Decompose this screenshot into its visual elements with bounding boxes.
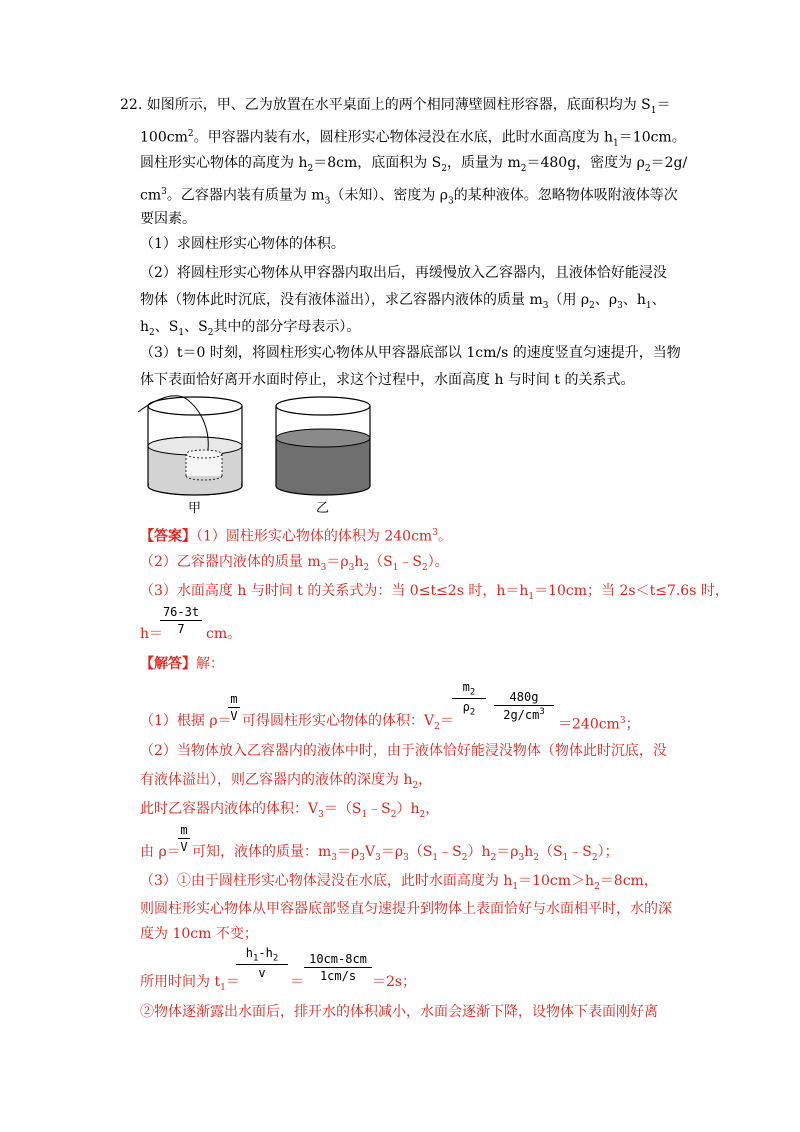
- question-part-1: （1）求圆柱形实心物体的体积。: [140, 236, 345, 252]
- solution-tag: 【解答】: [140, 656, 196, 672]
- label-yi: 乙: [316, 501, 330, 516]
- formula-10-8-over-1: 10cm-8cm 1cm/s: [304, 952, 372, 983]
- container-jia: [138, 396, 242, 495]
- question-number: 22.: [120, 97, 143, 113]
- solution-2-line-1: （2）当物体放入乙容器内的液体中时，由于液体恰好能浸没物体（物体此时沉底，没: [140, 743, 667, 759]
- container-figure: [130, 388, 390, 518]
- question-line-2: $100cm^2$。甲容器内装有水，圆柱形实心物体浸没在水底，此时水面高度为 $h_1=10cm$。: [140, 129, 686, 149]
- answer-line-3: （3）水面高度 h 与时间 t 的关系式为：当 0≤t≤2s 时，$h=h_1=10cm$；当 2s＜t≤7.6s 时，: [140, 583, 729, 602]
- solution-3-line-1: （3）①由于圆柱形实心物体浸没在水底，此时水面高度为 $h_1=10cm>h_2=8cm$，: [140, 873, 658, 892]
- solution-2-line-2: 有液体溢出），则乙容器内的液体的深度为 $h_2$，: [140, 772, 433, 791]
- solid-cylinder: [186, 450, 222, 480]
- question-part-3-line-2: 体下表面恰好离开水面时停止，求这个过程中，水面高度 h 与时间 t 的关系式。: [140, 372, 635, 388]
- solution-2-line-3: 此时乙容器内液体的体积：$V_3=(S_1﹣S_2)h_2$，: [140, 801, 440, 820]
- question-part-2-line-2: 物体（物体此时沉底，没有液体溢出），求乙容器内液体的质量 $m_3$（用 $\rho_2$、$\rho_3$、$h_1$、: [140, 292, 666, 311]
- formula-480-over-2: 480g $2g/cm^3$: [494, 690, 554, 722]
- question-line-5: 要因素。: [140, 211, 196, 227]
- solution-line-1: （1）根据 ρ＝: [140, 713, 232, 729]
- solution-line-1-end: $=240cm^3$；: [558, 716, 640, 733]
- solution-header: 【解答】解：: [140, 656, 224, 672]
- solution-3-line-3: 度为 10cm 不变；: [140, 926, 258, 942]
- answer-fraction: 76-3t 7: [160, 605, 202, 636]
- solution-3-line-4-end: ＝2s；: [372, 974, 417, 990]
- solution-2-line-4-mid: 可知，液体的质量：$m_3=\rho_3V_3=\rho_3(S_1﹣S_2)h_2=\rho_3h_2(S_1﹣S_2)$；: [192, 844, 619, 863]
- question-part-2-line-3: $h_2$、$S_1$、$S_2$其中的部分字母表示）。: [140, 319, 361, 338]
- solution-3-line-5: ②物体逐渐露出水面后，排开水的体积减小，水面会逐渐下降，设物体下表面刚好离: [140, 1004, 658, 1020]
- answer-line-4-unit: cm。: [206, 626, 242, 642]
- question-part-2-line-1: （2）将圆柱形实心物体从甲容器内取出后，再缓慢放入乙容器内，且液体恰好能浸没: [140, 265, 667, 281]
- solution-line-1-mid: 可得圆柱形实心物体的体积：$V_2=$: [242, 713, 454, 732]
- solution-2-line-4: 由 ρ＝: [140, 844, 181, 860]
- formula-rho-m-v-2: m V: [178, 823, 190, 854]
- label-jia: 甲: [188, 501, 202, 516]
- solution-3-line-4: 所用时间为 $t_1=$: [140, 974, 240, 993]
- formula-h1-h2-over-v: $h_1-h_2$ v: [236, 946, 288, 980]
- solution-3-line-2: 则圆柱形实心物体从甲容器底部竖直匀速提升到物体上表面恰好与水面相平时，水的深: [140, 901, 672, 917]
- question-part-3-line-1: （3）t＝0 时刻，将圆柱形实心物体从甲容器底部以 1cm/s 的速度竖直匀速提升，当物: [140, 345, 681, 361]
- question-line-1: 22. 如图所示，甲、乙为放置在水平桌面上的两个相同薄壁圆柱形容器，底面积均为 $S_1=$: [120, 97, 671, 116]
- formula-rho-m-v: m V: [228, 692, 240, 723]
- question-line-3: 圆柱形实心物体的高度为 $h_2=8cm$，底面积为 $S_2$，质量为 $m_2=480g$，密度为 $\rho_2=2g/$: [140, 155, 688, 174]
- formula-m2-rho2: $m_2$ $\rho_2$: [452, 680, 486, 718]
- question-line-4: $cm^3$。乙容器内装有质量为 $m_3$（未知）、密度为 $\rho_3$的某种液体。忽略物体吸附液体等次: [140, 187, 678, 207]
- answer-tag: 【答案】: [140, 528, 196, 545]
- solution-3-line-4-eq2: ＝: [290, 974, 304, 990]
- container-yi: [276, 397, 370, 495]
- answer-line-2: （2）乙容器内液体的质量 $m_3=\rho_3h_2(S_1﹣S_2)$。: [140, 554, 449, 573]
- answer-line-1: 【答案】（1）圆柱形实心物体的体积为 $240cm^3$。: [140, 528, 452, 545]
- answer-line-4: h＝: [140, 626, 164, 642]
